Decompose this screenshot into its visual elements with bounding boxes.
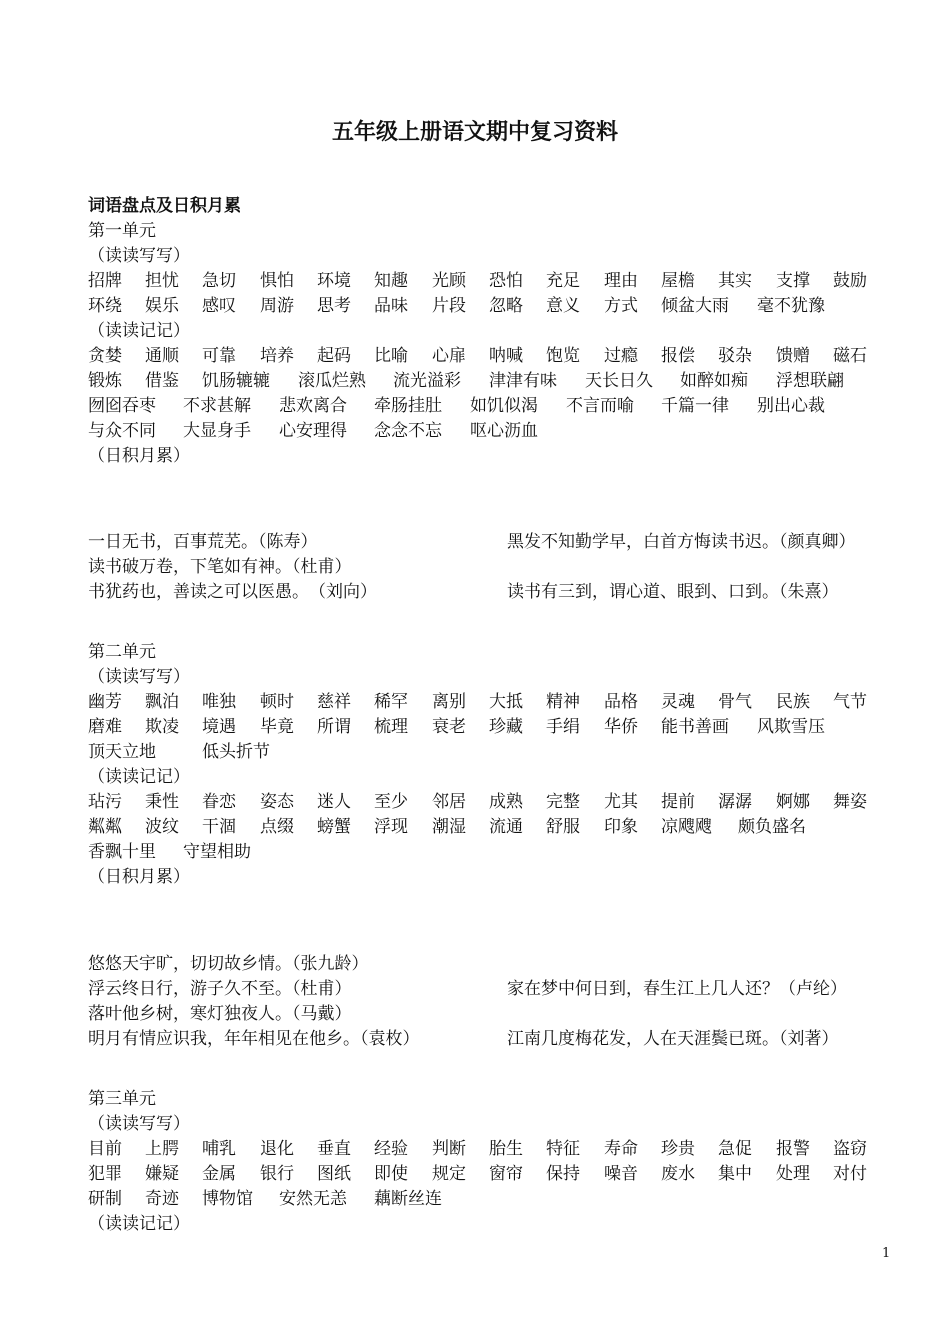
word: 灵魂 [661,692,695,712]
word: 顿时 [260,692,294,712]
word: 民族 [776,692,810,712]
word: 特征 [546,1139,580,1159]
word: 屋檐 [661,271,695,291]
word: 颇负盛名 [738,817,806,837]
word: 贪婪 [88,346,122,366]
word: 点缀 [260,817,294,837]
word: 成熟 [489,792,523,812]
word: 寿命 [604,1139,638,1159]
word: 呐喊 [489,346,523,366]
word: 忽略 [489,296,523,316]
word: 磁石 [833,346,867,366]
word: 慈祥 [317,692,351,712]
quote: 江南几度梅花发，人在天涯鬓已斑。（刘著） [507,1029,839,1049]
word: 精神 [546,692,580,712]
word: 潺潺 [718,792,752,812]
word: 品格 [604,692,638,712]
word: 博物馆 [202,1189,253,1209]
word: 哺乳 [202,1139,236,1159]
word: 支撑 [776,271,810,291]
section-heading: 词语盘点及日积月累 [88,196,241,216]
word: 不求甚解 [183,396,251,416]
quote: 读书破万卷，下笔如有神。（杜甫） [88,557,352,577]
word: 潮湿 [432,817,466,837]
word: 浮现 [374,817,408,837]
word: 飘泊 [145,692,179,712]
word: 起码 [317,346,351,366]
word: 迷人 [317,792,351,812]
word: 提前 [661,792,695,812]
word: 锻炼 [88,371,122,391]
word: 其实 [718,271,752,291]
word: 周游 [260,296,294,316]
word: 报偿 [661,346,695,366]
word: 上腭 [145,1139,179,1159]
word: 手绢 [546,717,580,737]
word: 废水 [661,1164,695,1184]
word: 意义 [546,296,580,316]
unit2-read-write-label: （读读写写） [88,667,190,687]
word: 秉性 [145,792,179,812]
word: 螃蟹 [317,817,351,837]
word: 驳杂 [718,346,752,366]
word: 千篇一律 [661,396,729,416]
unit2-title: 第二单元 [88,642,156,662]
word: 滚瓜烂熟 [298,371,366,391]
word: 知趣 [374,271,408,291]
word: 藕断丝连 [374,1189,442,1209]
word: 邻居 [432,792,466,812]
word: 娱乐 [145,296,179,316]
word: 经验 [374,1139,408,1159]
word: 理由 [604,271,638,291]
word: 毕竟 [260,717,294,737]
word: 充足 [546,271,580,291]
word: 衰老 [432,717,466,737]
word: 如饥似渴 [470,396,538,416]
word: 香飘十里 [88,842,156,862]
word: 顶天立地 [88,742,156,762]
quote: 书犹药也，善读之可以医愚。 （刘向） [88,582,377,602]
word: 舒服 [546,817,580,837]
word: 即使 [374,1164,408,1184]
word: 毫不犹豫 [757,296,825,316]
word: 念念不忘 [374,421,442,441]
word: 心扉 [432,346,466,366]
unit2-daily-label: （日积月累） [88,867,190,887]
unit3-title: 第三单元 [88,1089,156,1109]
word: 感叹 [202,296,236,316]
unit1-read-write-label: （读读写写） [88,246,190,266]
word: 牵肠挂肚 [374,396,442,416]
word: 过瘾 [604,346,638,366]
word: 珍贵 [661,1139,695,1159]
word: 对付 [833,1164,867,1184]
quote: 读书有三到，谓心道、眼到、口到。（朱熹） [507,582,839,602]
unit1-daily-label: （日积月累） [88,446,190,466]
word: 环绕 [88,296,122,316]
word: 窗帘 [489,1164,523,1184]
word: 天长日久 [585,371,653,391]
word: 片段 [432,296,466,316]
quote: 浮云终日行，游子久不至。（杜甫） [88,979,352,999]
quote: 一日无书，百事荒芜。（陈寿） [88,532,318,552]
word: 可靠 [202,346,236,366]
word: 与众不同 [88,421,156,441]
word: 尤其 [604,792,638,812]
word: 退化 [260,1139,294,1159]
word: 玷污 [88,792,122,812]
word: 磨难 [88,717,122,737]
word: 担忧 [145,271,179,291]
word: 凉飕飕 [661,817,712,837]
word: 思考 [317,296,351,316]
quote: 悠悠天宇旷，切切故乡情。（张九龄） [88,954,369,974]
word: 急切 [202,271,236,291]
page-title: 五年级上册语文期中复习资料 [331,120,618,145]
word: 盗窃 [833,1139,867,1159]
word: 恐怕 [489,271,523,291]
word: 离别 [432,692,466,712]
quote: 家在梦中何日到，春生江上几人还？（卢纶） [507,979,847,999]
page-number: 1 [882,1246,891,1261]
quote: 黑发不知勤学早，白首方悔读书迟。（颜真卿） [507,532,856,552]
word: 唯独 [202,692,236,712]
word: 悲欢离合 [279,396,347,416]
word: 呕心沥血 [470,421,538,441]
word: 处理 [776,1164,810,1184]
word: 胎生 [489,1139,523,1159]
word: 珍藏 [489,717,523,737]
unit2-read-remember-label: （读读记记） [88,767,190,787]
word: 借鉴 [145,371,179,391]
word: 梳理 [374,717,408,737]
word: 气节 [833,692,867,712]
word: 婀娜 [776,792,810,812]
word: 欺凌 [145,717,179,737]
word: 集中 [718,1164,752,1184]
word: 培养 [260,346,294,366]
word: 银行 [260,1164,294,1184]
word: 噪音 [604,1164,638,1184]
word: 安然无恙 [279,1189,347,1209]
word: 环境 [317,271,351,291]
word: 稀罕 [374,692,408,712]
unit1-title: 第一单元 [88,221,156,241]
word: 通顺 [145,346,179,366]
word: 研制 [88,1189,122,1209]
word: 饱览 [546,346,580,366]
word: 馈赠 [776,346,810,366]
word: 姿态 [260,792,294,812]
word: 低头折节 [202,742,270,762]
word: 干涸 [202,817,236,837]
word: 流通 [489,817,523,837]
word: 所谓 [317,717,351,737]
word: 规定 [432,1164,466,1184]
word: 眷恋 [202,792,236,812]
word: 垂直 [317,1139,351,1159]
word: 舞姿 [833,792,867,812]
word: 保持 [546,1164,580,1184]
word: 招牌 [88,271,122,291]
word: 惧怕 [260,271,294,291]
word: 至少 [374,792,408,812]
word: 嫌疑 [145,1164,179,1184]
word: 印象 [604,817,638,837]
word: 华侨 [604,717,638,737]
word: 判断 [432,1139,466,1159]
unit1-read-remember-label: （读读记记） [88,321,190,341]
word: 心安理得 [279,421,347,441]
word: 光顾 [432,271,466,291]
word: 骨气 [718,692,752,712]
word: 粼粼 [88,817,122,837]
word: 不言而喻 [566,396,634,416]
word: 奇迹 [145,1189,179,1209]
word: 大显身手 [183,421,251,441]
word: 目前 [88,1139,122,1159]
unit3-read-remember-label: （读读记记） [88,1214,190,1234]
word: 如醉如痴 [680,371,748,391]
quote: 落叶他乡树，寒灯独夜人。（马戴） [88,1004,352,1024]
word: 图纸 [317,1164,351,1184]
word: 流光溢彩 [393,371,461,391]
unit3-read-write-label: （读读写写） [88,1114,190,1134]
word: 津津有味 [489,371,557,391]
word: 金属 [202,1164,236,1184]
word: 报警 [776,1139,810,1159]
word: 波纹 [145,817,179,837]
word: 比喻 [374,346,408,366]
word: 囫囵吞枣 [88,396,156,416]
word: 境遇 [202,717,236,737]
word: 饥肠辘辘 [202,371,270,391]
word: 浮想联翩 [776,371,844,391]
word: 倾盆大雨 [661,296,729,316]
word: 别出心裁 [757,396,825,416]
word: 鼓励 [833,271,867,291]
word: 完整 [546,792,580,812]
word: 品味 [374,296,408,316]
word: 守望相助 [183,842,251,862]
word: 方式 [604,296,638,316]
word: 风欺雪压 [757,717,825,737]
word: 急促 [718,1139,752,1159]
quote: 明月有情应识我，年年相见在他乡。（袁枚） [88,1029,420,1049]
word: 幽芳 [88,692,122,712]
word: 能书善画 [661,717,729,737]
word: 犯罪 [88,1164,122,1184]
word: 大抵 [489,692,523,712]
